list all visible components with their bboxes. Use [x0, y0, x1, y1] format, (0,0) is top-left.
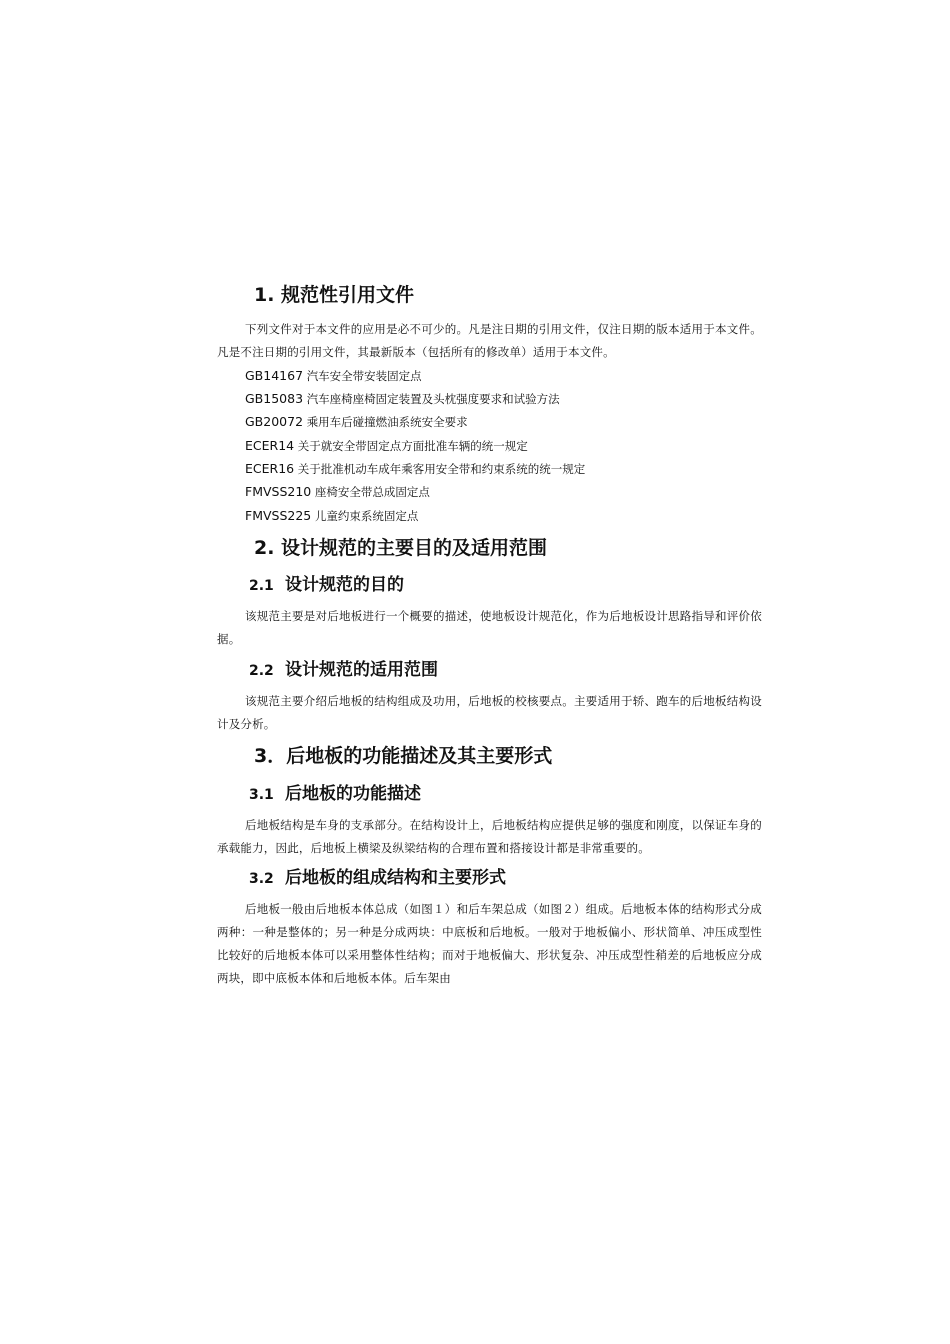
- reference-item: [245, 459, 585, 479]
- reference-code: ECER14: [245, 438, 295, 453]
- reference-item: [245, 366, 422, 386]
- reference-item: [245, 389, 560, 409]
- section-2-2-heading: [249, 659, 438, 682]
- reference-title: 座椅安全带总成固定点: [314, 485, 430, 499]
- section-title: 设计规范的适用范围: [285, 660, 438, 680]
- section-3-1-body: 后地板结构是车身的支承部分。在结构设计上，后地板结构应提供足够的强度和刚度，以保证车身的承载能力，因此，后地板上横梁及纵梁结构的合理布置和搭接设计都是非常重要的。: [217, 818, 762, 855]
- section-title: 设计规范的目的: [285, 575, 404, 595]
- section-number: 3.1: [249, 787, 274, 803]
- section-2-2-body: 该规范主要介绍后地板的结构组成及功用，后地板的校核要点。主要适用于轿、跑车的后地板结构设计及分析。: [217, 694, 762, 731]
- section-number: 2.1: [249, 578, 274, 594]
- section-2-1-body: 该规范主要是对后地板进行一个概要的描述，使地板设计规范化，作为后地板设计思路指导和评价依据。: [217, 609, 762, 646]
- section-1-intro: 下列文件对于本文件的应用是必不可少的。凡是注日期的引用文件，仅注日期的版本适用于本文件。凡是不注日期的引用文件，其最新版本（包括所有的修改单）适用于本文件。: [217, 322, 762, 359]
- reference-title: 关于就安全带固定点方面批准车辆的统一规定: [297, 439, 528, 453]
- reference-item: [245, 506, 418, 526]
- section-2-heading: 2. 设计规范的主要目的及适用范围: [254, 537, 548, 559]
- section-3-heading: 3．后地板的功能描述及其主要形式: [254, 745, 553, 767]
- reference-title: 关于批准机动车成年乘客用安全带和约束系统的统一规定: [297, 462, 586, 476]
- section-number: 2.2: [249, 663, 274, 679]
- reference-title: 儿童约束系统固定点: [314, 509, 419, 523]
- reference-item: [245, 436, 528, 456]
- section-number: 3.2: [249, 871, 274, 887]
- section-2-1-heading: [249, 574, 404, 597]
- section-3-1-heading: [249, 783, 421, 806]
- section-3-2-heading: [249, 867, 506, 890]
- reference-code: GB15083: [245, 391, 304, 406]
- reference-code: FMVSS225: [245, 508, 312, 523]
- reference-item: [245, 412, 468, 432]
- reference-title: 汽车座椅座椅固定装置及头枕强度要求和试验方法: [306, 392, 560, 406]
- reference-code: FMVSS210: [245, 484, 312, 499]
- section-3-2-body: 后地板一般由后地板本体总成（如图１）和后车架总成（如图２）组成。后地板本体的结构形式分成两种：一种是整体的；另一种是分成两块：中底板和后地板。一般对于地板偏小、形状简单、冲压成型性比较好的后地板本体可以采用整体性结构；而对于地板偏大、形状复杂、冲压成型性稍差的后地板应分成两块，即中底板本体和后地板本体。后车架由: [217, 902, 762, 985]
- reference-item: [245, 482, 430, 502]
- section-title: 后地板的功能描述: [285, 784, 421, 804]
- reference-code: ECER16: [245, 461, 295, 476]
- reference-title: 乘用车后碰撞燃油系统安全要求: [306, 415, 468, 429]
- reference-title: 汽车安全带安装固定点: [306, 369, 422, 383]
- section-1-heading: 1. 规范性引用文件: [254, 284, 415, 306]
- reference-code: GB14167: [245, 368, 304, 383]
- section-title: 后地板的组成结构和主要形式: [285, 868, 506, 888]
- reference-code: GB20072: [245, 414, 304, 429]
